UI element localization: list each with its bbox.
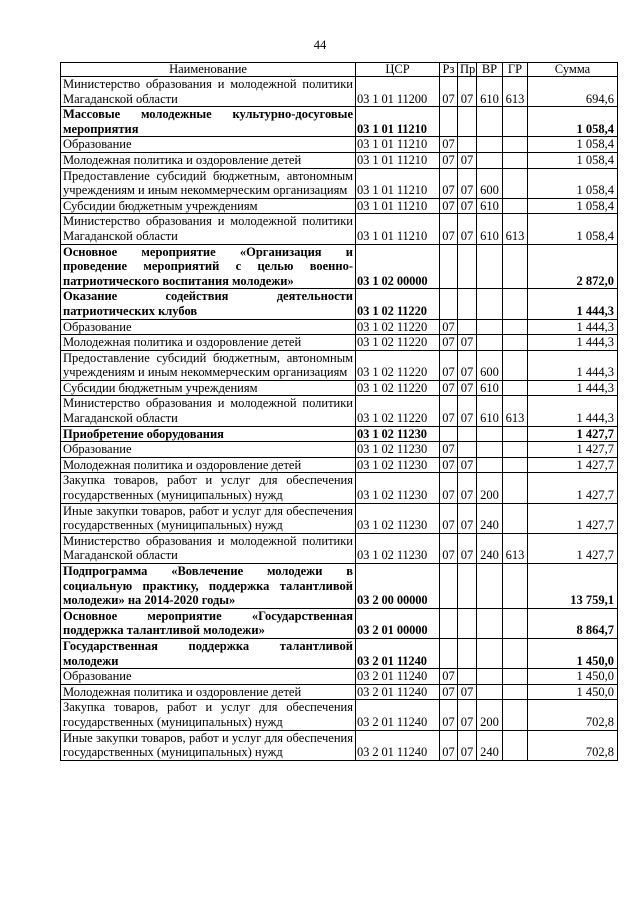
row-gr (503, 700, 528, 730)
row-csr: 03 2 01 00000 (356, 608, 440, 638)
row-gr (503, 107, 528, 137)
row-sum: 1 427,7 (528, 533, 618, 563)
row-gr (503, 319, 528, 335)
row-sum: 1 427,7 (528, 473, 618, 503)
row-name: Предоставление субсидий бюджетным, автономным учреждениям и иным некоммерческим организациям (61, 168, 356, 198)
table-row (61, 350, 618, 380)
row-pr: 07 (458, 77, 477, 107)
row-pr: 07 (458, 396, 477, 426)
row-sum: 702,8 (528, 730, 618, 760)
row-pr (458, 319, 477, 335)
row-gr: 613 (503, 214, 528, 244)
row-csr: 03 1 02 11230 (356, 473, 440, 503)
row-vr (477, 564, 503, 609)
row-sum: 13 759,1 (528, 564, 618, 609)
row-vr: 610 (477, 77, 503, 107)
table-row (61, 396, 618, 426)
row-sum: 1 058,4 (528, 168, 618, 198)
row-pr: 07 (458, 503, 477, 533)
row-csr: 03 1 02 11220 (356, 380, 440, 396)
row-vr (477, 669, 503, 685)
table-row (61, 564, 618, 609)
table-row (61, 168, 618, 198)
row-gr (503, 335, 528, 351)
row-csr: 03 1 01 11210 (356, 137, 440, 153)
table-row (61, 335, 618, 351)
page-number: 44 (313, 38, 327, 52)
row-pr (458, 442, 477, 458)
row-pr: 07 (458, 168, 477, 198)
row-name: Оказание содействия деятельности патриотических клубов (61, 289, 356, 319)
row-csr: 03 1 01 11210 (356, 168, 440, 198)
row-rz: 07 (440, 457, 458, 473)
row-csr: 03 1 01 11200 (356, 77, 440, 107)
table-row (61, 380, 618, 396)
row-rz: 07 (440, 214, 458, 244)
row-pr: 07 (458, 198, 477, 214)
row-vr: 240 (477, 730, 503, 760)
row-rz (440, 426, 458, 442)
row-sum: 1 450,0 (528, 684, 618, 700)
row-sum: 1 444,3 (528, 335, 618, 351)
row-pr: 07 (458, 350, 477, 380)
table-row (61, 457, 618, 473)
row-vr: 240 (477, 503, 503, 533)
row-vr: 610 (477, 214, 503, 244)
row-gr (503, 350, 528, 380)
row-rz (440, 289, 458, 319)
table-row (61, 319, 618, 335)
table-row (61, 503, 618, 533)
row-sum: 1 058,4 (528, 214, 618, 244)
row-vr (477, 442, 503, 458)
row-vr (477, 319, 503, 335)
row-vr: 200 (477, 473, 503, 503)
row-csr: 03 1 02 11230 (356, 457, 440, 473)
row-name: Образование (61, 442, 356, 458)
row-pr: 07 (458, 335, 477, 351)
row-pr (458, 137, 477, 153)
row-sum: 2 872,0 (528, 244, 618, 289)
row-pr: 07 (458, 457, 477, 473)
row-gr (503, 608, 528, 638)
row-name: Молодежная политика и оздоровление детей (61, 684, 356, 700)
row-csr: 03 1 02 11230 (356, 533, 440, 563)
row-csr: 03 2 01 11240 (356, 700, 440, 730)
header-rz: Рз (440, 63, 458, 77)
row-rz: 07 (440, 700, 458, 730)
row-name: Закупка товаров, работ и услуг для обеспечения государственных (муниципальных) нужд (61, 700, 356, 730)
row-rz: 07 (440, 669, 458, 685)
row-rz (440, 638, 458, 668)
row-name: Министерство образования и молодежной политики Магаданской области (61, 214, 356, 244)
row-name: Министерство образования и молодежной политики Магаданской области (61, 533, 356, 563)
row-rz: 07 (440, 730, 458, 760)
row-vr (477, 152, 503, 168)
row-name: Иные закупки товаров, работ и услуг для обеспечения государственных (муниципальных) нужд (61, 503, 356, 533)
row-rz: 07 (440, 396, 458, 426)
row-gr (503, 638, 528, 668)
row-csr: 03 2 01 11240 (356, 638, 440, 668)
row-csr: 03 1 02 11220 (356, 396, 440, 426)
row-sum: 1 058,4 (528, 137, 618, 153)
row-vr: 600 (477, 168, 503, 198)
row-sum: 1 450,0 (528, 669, 618, 685)
row-sum: 1 444,3 (528, 319, 618, 335)
row-rz: 07 (440, 350, 458, 380)
row-gr (503, 137, 528, 153)
row-pr (458, 426, 477, 442)
row-rz: 07 (440, 152, 458, 168)
table-row (61, 152, 618, 168)
row-pr: 07 (458, 214, 477, 244)
header-sum: Сумма (528, 63, 618, 77)
row-vr (477, 457, 503, 473)
row-sum: 1 444,3 (528, 380, 618, 396)
row-sum: 1 444,3 (528, 350, 618, 380)
row-csr: 03 2 01 11240 (356, 730, 440, 760)
budget-table (60, 62, 618, 761)
row-csr: 03 1 01 11210 (356, 214, 440, 244)
row-rz: 07 (440, 335, 458, 351)
table-row (61, 669, 618, 685)
row-name: Субсидии бюджетным учреждениям (61, 198, 356, 214)
table-row (61, 730, 618, 760)
row-gr (503, 684, 528, 700)
table-row (61, 289, 618, 319)
row-csr: 03 2 01 11240 (356, 669, 440, 685)
row-csr: 03 1 01 11210 (356, 152, 440, 168)
row-pr: 07 (458, 380, 477, 396)
table-header-row (61, 63, 618, 77)
row-name: Государственная поддержка талантливой молодежи (61, 638, 356, 668)
row-gr: 613 (503, 396, 528, 426)
table-row (61, 107, 618, 137)
row-vr: 240 (477, 533, 503, 563)
row-rz: 07 (440, 442, 458, 458)
row-sum: 694,6 (528, 77, 618, 107)
row-gr (503, 152, 528, 168)
header-name: Наименование (61, 63, 356, 77)
header-gr: ГР (503, 63, 528, 77)
row-name: Иные закупки товаров, работ и услуг для обеспечения государственных (муниципальных) нужд (61, 730, 356, 760)
row-vr (477, 289, 503, 319)
table-row (61, 137, 618, 153)
row-sum: 702,8 (528, 700, 618, 730)
table-row (61, 533, 618, 563)
row-gr (503, 198, 528, 214)
row-csr: 03 1 02 11230 (356, 426, 440, 442)
row-name: Приобретение оборудования (61, 426, 356, 442)
row-vr: 200 (477, 700, 503, 730)
table-row (61, 442, 618, 458)
table-row (61, 608, 618, 638)
row-vr (477, 608, 503, 638)
row-sum: 1 427,7 (528, 442, 618, 458)
row-gr (503, 503, 528, 533)
row-pr (458, 564, 477, 609)
header-csr: ЦСР (356, 63, 440, 77)
row-sum: 1 427,7 (528, 503, 618, 533)
row-name: Массовые молодежные культурно-досуговые мероприятия (61, 107, 356, 137)
row-name: Образование (61, 319, 356, 335)
row-vr (477, 426, 503, 442)
row-vr (477, 244, 503, 289)
row-sum: 1 427,7 (528, 426, 618, 442)
row-name: Основное мероприятие «Организация и проведение мероприятий с целью военно-патриотического воспитания молодежи» (61, 244, 356, 289)
table-body (61, 77, 618, 761)
row-vr (477, 335, 503, 351)
row-rz (440, 564, 458, 609)
row-vr (477, 107, 503, 137)
row-csr: 03 1 02 11220 (356, 289, 440, 319)
row-rz: 07 (440, 503, 458, 533)
row-sum: 1 058,4 (528, 198, 618, 214)
table-row (61, 214, 618, 244)
row-sum: 1 058,4 (528, 152, 618, 168)
row-gr (503, 442, 528, 458)
row-name: Предоставление субсидий бюджетным, автономным учреждениям и иным некоммерческим организациям (61, 350, 356, 380)
row-csr: 03 1 02 11220 (356, 319, 440, 335)
row-pr (458, 669, 477, 685)
row-pr: 07 (458, 684, 477, 700)
row-name: Закупка товаров, работ и услуг для обеспечения государственных (муниципальных) нужд (61, 473, 356, 503)
row-rz (440, 107, 458, 137)
row-csr: 03 1 02 00000 (356, 244, 440, 289)
table-row (61, 700, 618, 730)
row-vr: 610 (477, 396, 503, 426)
row-vr: 610 (477, 380, 503, 396)
row-rz: 07 (440, 533, 458, 563)
row-csr: 03 1 01 11210 (356, 198, 440, 214)
row-pr (458, 608, 477, 638)
row-csr: 03 1 01 11210 (356, 107, 440, 137)
row-gr (503, 457, 528, 473)
row-vr (477, 137, 503, 153)
row-name: Подпрограмма «Вовлечение молодежи в социальную практику, поддержка талантливой молодежи» на 2014-2020 годы» (61, 564, 356, 609)
row-gr: 613 (503, 533, 528, 563)
row-vr (477, 638, 503, 668)
row-pr (458, 244, 477, 289)
row-sum: 1 444,3 (528, 289, 618, 319)
row-gr (503, 730, 528, 760)
row-rz: 07 (440, 684, 458, 700)
row-pr (458, 107, 477, 137)
row-csr: 03 1 02 11220 (356, 350, 440, 380)
row-rz: 07 (440, 168, 458, 198)
row-gr (503, 473, 528, 503)
row-name: Министерство образования и молодежной политики Магаданской области (61, 396, 356, 426)
row-vr (477, 684, 503, 700)
row-pr: 07 (458, 700, 477, 730)
row-rz: 07 (440, 473, 458, 503)
row-csr: 03 1 02 11230 (356, 503, 440, 533)
row-pr: 07 (458, 152, 477, 168)
row-gr (503, 244, 528, 289)
header-vr: ВР (477, 63, 503, 77)
table-row (61, 684, 618, 700)
row-gr (503, 426, 528, 442)
row-pr (458, 289, 477, 319)
row-rz: 07 (440, 198, 458, 214)
row-gr (503, 564, 528, 609)
row-pr: 07 (458, 533, 477, 563)
table-row (61, 473, 618, 503)
row-rz: 07 (440, 319, 458, 335)
row-name: Образование (61, 669, 356, 685)
row-name: Основное мероприятие «Государственная поддержка талантливой молодежи» (61, 608, 356, 638)
row-rz: 07 (440, 77, 458, 107)
row-rz (440, 608, 458, 638)
table-row (61, 426, 618, 442)
row-vr: 610 (477, 198, 503, 214)
row-rz: 07 (440, 137, 458, 153)
row-pr: 07 (458, 473, 477, 503)
row-csr: 03 2 00 00000 (356, 564, 440, 609)
table-row (61, 638, 618, 668)
row-sum: 1 427,7 (528, 457, 618, 473)
row-rz: 07 (440, 380, 458, 396)
table-row (61, 198, 618, 214)
row-gr (503, 168, 528, 198)
table-row (61, 77, 618, 107)
row-gr (503, 669, 528, 685)
row-name: Молодежная политика и оздоровление детей (61, 335, 356, 351)
row-name: Образование (61, 137, 356, 153)
row-rz (440, 244, 458, 289)
row-name: Молодежная политика и оздоровление детей (61, 152, 356, 168)
row-name: Министерство образования и молодежной политики Магаданской области (61, 77, 356, 107)
row-csr: 03 1 02 11220 (356, 335, 440, 351)
row-sum: 1 058,4 (528, 107, 618, 137)
table-row (61, 244, 618, 289)
row-name: Субсидии бюджетным учреждениям (61, 380, 356, 396)
row-sum: 8 864,7 (528, 608, 618, 638)
row-vr: 600 (477, 350, 503, 380)
row-pr (458, 638, 477, 668)
row-sum: 1 444,3 (528, 396, 618, 426)
row-csr: 03 2 01 11240 (356, 684, 440, 700)
row-name: Молодежная политика и оздоровление детей (61, 457, 356, 473)
row-gr (503, 289, 528, 319)
header-pr: Пр (458, 63, 477, 77)
row-pr: 07 (458, 730, 477, 760)
row-gr: 613 (503, 77, 528, 107)
row-gr (503, 380, 528, 396)
row-csr: 03 1 02 11230 (356, 442, 440, 458)
row-sum: 1 450,0 (528, 638, 618, 668)
